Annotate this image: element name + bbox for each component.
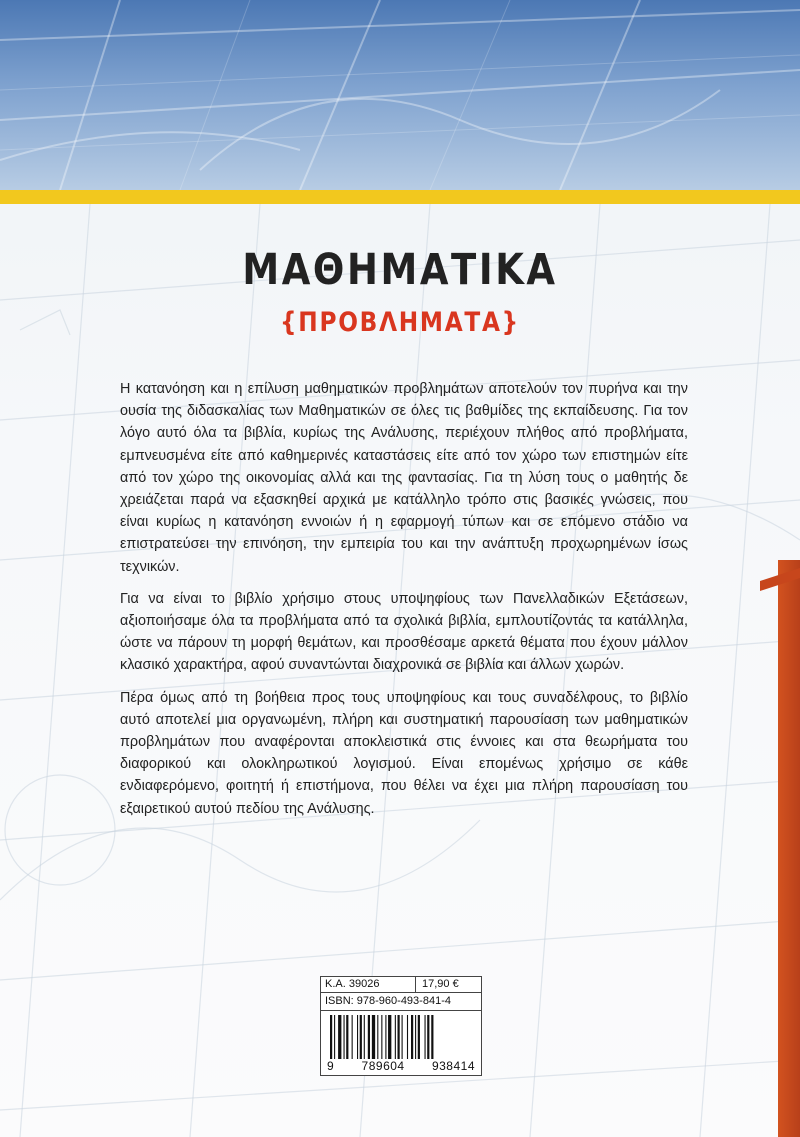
barcode-bar [398, 1015, 400, 1059]
barcode-label [320, 976, 482, 1076]
blurb-paragraph: Για να είναι το βιβλίο χρήσιμο στους υποψηφίους των Πανελλαδικών Εξετάσεων, αξιοποιήσαμε όλα τα προβλήματα από τα σχολικά βιβλία, εμπλουτίζοντάς τα κατάλληλα, ώστε να πάρουν τη μορφή θεμάτων, και προσθέσαμε αρκετά θέματα που έχουν μάλλον κλασικό χαρακτήρα, αφού συναντώνται διαχρονικά σε βιβλία και άλλων χωρών. [120, 590, 688, 674]
barcode-bar [415, 1015, 416, 1059]
blurb-text [120, 378, 688, 830]
catalog-code: Κ.Α. 39026 [321, 977, 416, 992]
barcode-digits [321, 1059, 481, 1075]
barcode-bar [330, 1015, 332, 1059]
barcode-icon [328, 1015, 474, 1059]
barcode-digit-group: 789604 [361, 1059, 405, 1073]
blurb-paragraph: Η κατανόηση και η επίλυση μαθηματικών προβλημάτων αποτελούν τον πυρήνα και την ουσία της διδασκαλίας των Μαθηματικών σε όλες τις βαθμίδες της εκπαίδευσης. Για τον λόγο αυτό όλα τα βιβλία, κυρίως της Ανάλυσης, περιέχουν πλήθος από προβλήματα, εμπνευσμένα είτε από καθημερινές καταστάσεις είτε από τον χώρο των επιστημών είτε από τον χώρο της οικονομίας αλλά και της φαντασίας. Για τη λύση τους ο μαθητής δε χρειάζεται παρά να εξασκηθεί αρχικά με κατάλληλο τρόπο στις βασικές γνώσεις, που είναι κυρίως η κατανόηση εννοιών ή η εφαρμογή τύπων και σε επόμενο στάδιο να επιστρατεύσει την επινόηση, την εμπειρία του και την ανάπτυξη προχωρημένων ίσως τεχνικών. [120, 381, 688, 575]
barcode-bar [334, 1015, 335, 1059]
barcode-bar [425, 1015, 426, 1059]
barcode-bar [418, 1015, 420, 1059]
cover-title: ΜΑΘΗΜΑΤΙΚΑ [242, 245, 558, 295]
barcode-bar [360, 1015, 362, 1059]
barcode-bar [346, 1015, 348, 1059]
barcode-bar [338, 1015, 341, 1059]
cover-subtitle: {ΠΡΟΒΛΗΜΑΤΑ} [280, 307, 520, 338]
barcode-bar [381, 1015, 382, 1059]
barcode-bar [352, 1015, 353, 1059]
barcode-bar [407, 1015, 408, 1059]
barcode-bar [402, 1015, 403, 1059]
barcode-bar [427, 1015, 429, 1059]
blurb-paragraph: Πέρα όμως από τη βοήθεια προς τους υποψηφίους και τους συναδέλφους, το βιβλίο αυτό αποτελεί μια οργανωμένη, πλήρη και συστηματική παρουσίαση των μαθηματικών προβλημάτων που αναφέρονται αποκλειστικά στις έννοιες και στα θεωρήματα του διαφορικού και ολοκληρωτικού λογισμού. Είναι επομένως χρήσιμο σε κάθε ενδιαφερόμενο, φοιτητή ή επιστήμονα, που θέλει να έχει μια πλήρη παρουσίαση του εξαιρετικού αυτού πεδίου της Ανάλυσης. [120, 689, 688, 817]
barcode-bar [395, 1015, 396, 1059]
barcode-digit-first: 9 [327, 1059, 335, 1073]
barcode-bar [411, 1015, 413, 1059]
barcode-digit-group: 938414 [431, 1059, 475, 1073]
red-edge-strip [778, 560, 800, 1137]
barcode-bar [357, 1015, 358, 1059]
barcode-bar [344, 1015, 345, 1059]
code-price-row [321, 977, 481, 993]
barcode-bar [364, 1015, 365, 1059]
isbn: ISBN: 978-960-493-841-4 [321, 993, 481, 1011]
barcode-bar [372, 1015, 375, 1059]
barcode-bar [368, 1015, 370, 1059]
barcode-bar [388, 1015, 391, 1059]
barcode-bar [431, 1015, 433, 1059]
price: 17,90 € [422, 978, 459, 990]
barcode-bar [377, 1015, 378, 1059]
barcode-bar [385, 1015, 386, 1059]
